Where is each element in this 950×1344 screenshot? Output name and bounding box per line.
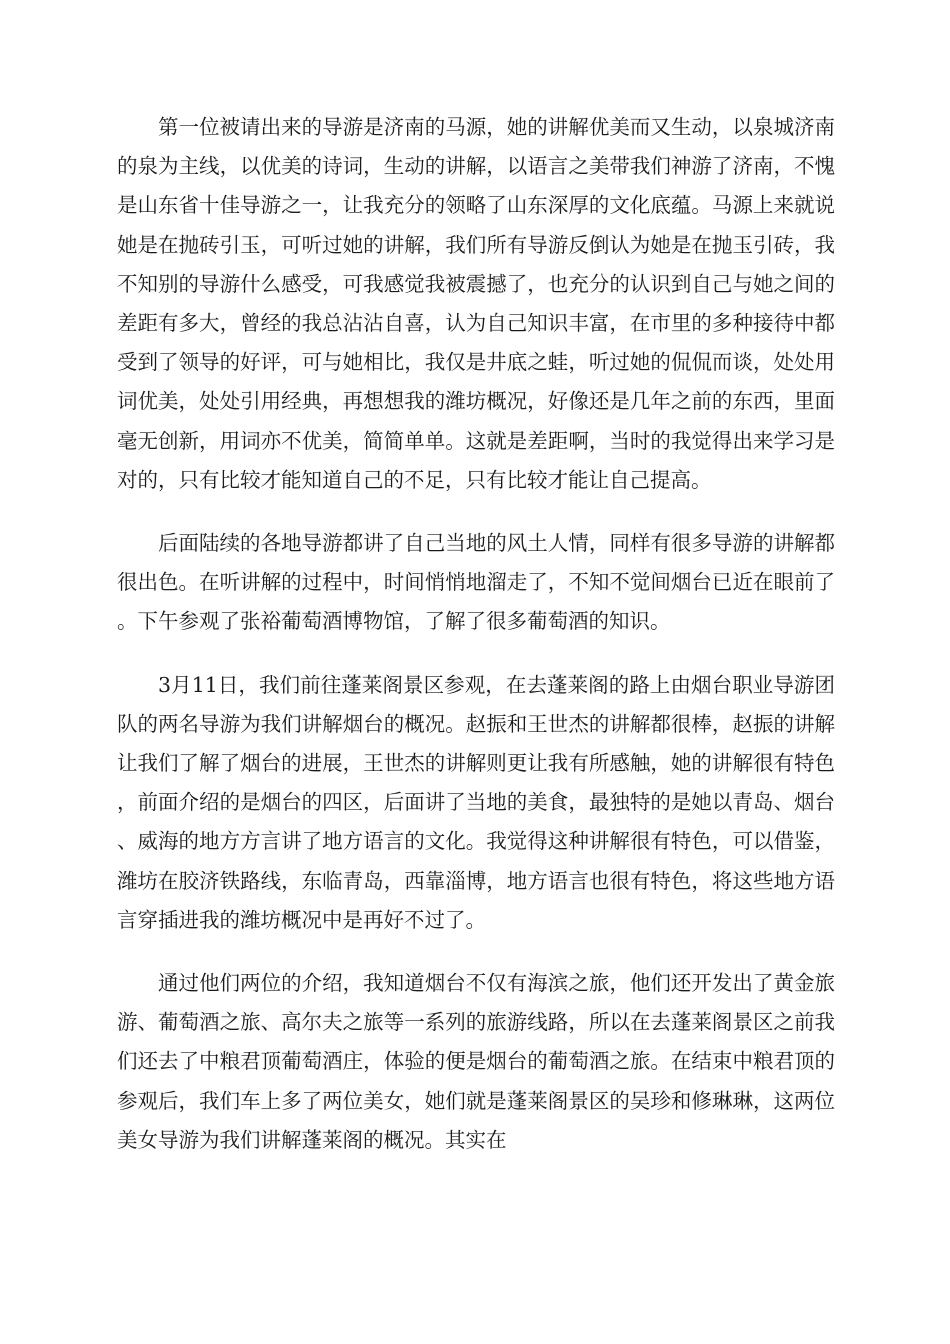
paragraph-2: 后面陆续的各地导游都讲了自己当地的风土人情，同样有很多导游的讲解都很出色。在听讲解的过程中，时间悄悄地溜走了，不知不觉间烟台已近在眼前了。下午参观了张裕葡萄酒博物馆，了解了很多葡萄酒的知识。 (117, 531, 835, 634)
paragraph-3: 3月11日，我们前往蓬莱阁景区参观，在去蓬莱阁的路上由烟台职业导游团队的两名导游为我们讲解烟台的概况。赵振和王世杰的讲解都很棒，赵振的讲解让我们了解了烟台的进展，王世杰的讲解则更让我有所感触，她的讲解很有特色，前面介绍的是烟台的四区，后面讲了当地的美食，最独特的是她以青岛、烟台、威海的地方方言讲了地方语言的文化。我觉得这种讲解很有特色，可以借鉴，潍坊在胶济铁路线，东临青岛，西靠淄博，地方语言也很有特色，将这些地方语言穿插进我的潍坊概况中是再好不过了。 (117, 672, 835, 932)
paragraph-1: 第一位被请出来的导游是济南的马源，她的讲解优美而又生动，以泉城济南的泉为主线，以优美的诗词，生动的讲解，以语言之美带我们神游了济南，不愧是山东省十佳导游之一，让我充分的领略了山东深厚的文化底蕴。马源上来就说她是在抛砖引玉，可听过她的讲解，我们所有导游反倒认为她是在抛玉引砖，我不知别的导游什么感受，可我感觉我被震撼了，也充分的认识到自己与她之间的差距有多大，曾经的我总沾沾自喜，认为自己知识丰富，在市里的多种接待中都受到了领导的好评，可与她相比，我仅是井底之蛙，听过她的侃侃而谈，处处用词优美，处处引用经典，再想想我的潍坊概况，好像还是几年之前的东西，里面毫无创新，用词亦不优美，简简单单。这就是差距啊，当时的我觉得出来学习是对的，只有比较才能知道自己的不足，只有比较才能让自己提高。 (117, 115, 835, 492)
document-body (117, 108, 835, 1184)
paragraph-4: 通过他们两位的介绍，我知道烟台不仅有海滨之旅，他们还开发出了黄金旅游、葡萄酒之旅、高尔夫之旅等一系列的旅游线路，所以在去蓬莱阁景区之前我们还去了中粮君顶葡萄酒庄，体验的便是烟台的葡萄酒之旅。在结束中粮君顶的参观后，我们车上多了两位美女，她们就是蓬莱阁景区的吴珍和修琳琳，这两位美女导游为我们讲解蓬莱阁的概况。其实在 (117, 971, 835, 1152)
